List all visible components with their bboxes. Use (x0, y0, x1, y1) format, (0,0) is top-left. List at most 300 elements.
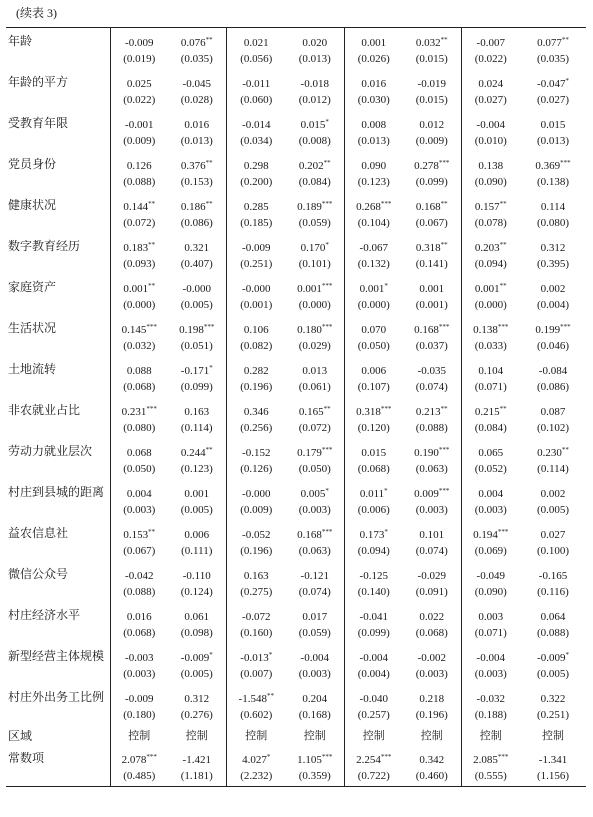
value-cell: 0.027 (540, 529, 566, 541)
variable-name: 微信公众号 (8, 567, 69, 581)
standard-error-cell: (0.027) (461, 90, 520, 110)
value-cell: 0.064 (540, 611, 566, 623)
standard-error-cell: (0.030) (344, 90, 403, 110)
standard-error-cell: (0.034) (226, 131, 286, 151)
value-cell: -0.035 (417, 365, 446, 377)
value-cell: 0.101 (419, 529, 445, 541)
value-cell: 控制 (542, 729, 564, 742)
table-row-se (6, 90, 586, 110)
standard-error-cell: (0.003) (298, 504, 331, 516)
table-row-region (6, 725, 586, 745)
value-cell: 控制 (226, 725, 286, 745)
standard-error-cell: (0.012) (298, 94, 331, 106)
variable-name: 家庭资产 (8, 280, 57, 294)
standard-error-cell: (0.074) (415, 381, 448, 393)
variable-name: 劳动力就业层次 (8, 444, 93, 458)
table-row (6, 151, 586, 172)
table-row-se (6, 254, 586, 274)
value-cell: 0.321 (184, 242, 210, 254)
table-row (6, 356, 586, 377)
standard-error-cell: (0.005) (536, 504, 570, 516)
standard-error-cell: (0.200) (226, 172, 286, 192)
value-cell: 0.163 (184, 406, 210, 418)
standard-error-cell: (0.027) (536, 94, 570, 106)
value-cell: -0.004 (344, 643, 403, 664)
standard-error-cell: (0.114) (537, 463, 569, 475)
standard-error-cell: (0.123) (344, 172, 403, 192)
standard-error-cell: (0.276) (180, 709, 213, 721)
value-cell: 0.138*** (461, 315, 520, 336)
value-cell: 0.020 (302, 37, 328, 49)
value-cell: 0.016 (184, 119, 210, 131)
standard-error-cell: (0.407) (180, 258, 213, 270)
standard-error-cell: (0.099) (344, 623, 403, 643)
value-cell: -0.001 (110, 110, 168, 131)
value-cell: 0.017 (302, 611, 328, 623)
standard-error-cell: (0.067) (110, 541, 168, 561)
value-cell: 0.025 (110, 69, 168, 90)
standard-error-cell: (0.099) (180, 381, 213, 393)
value-cell: 0.001 (184, 488, 210, 500)
standard-error-cell: (0.003) (110, 664, 168, 684)
standard-error-cell: (0.005) (180, 668, 213, 680)
value-cell: -0.152 (226, 438, 286, 459)
standard-error-cell: (0.000) (298, 299, 331, 311)
variable-name (6, 664, 110, 684)
standard-error-cell: (0.074) (298, 586, 331, 598)
standard-error-cell: (0.251) (536, 709, 570, 721)
value-cell: 0.009*** (414, 487, 450, 500)
value-cell: 0.180*** (297, 323, 333, 336)
standard-error-cell: (1.156) (536, 770, 570, 782)
variable-name: 受教育年限 (8, 116, 69, 130)
value-cell: -0.171* (180, 364, 213, 377)
standard-error-cell: (0.555) (461, 766, 520, 787)
standard-error-cell: (0.088) (536, 627, 570, 639)
variable-name (6, 172, 110, 192)
standard-error-cell: (0.063) (298, 545, 331, 557)
standard-error-cell: (0.019) (110, 49, 168, 69)
value-cell: 0.157** (461, 192, 520, 213)
value-cell: 0.016 (110, 602, 168, 623)
standard-error-cell: (0.000) (461, 295, 520, 315)
variable-name: 常数项 (8, 751, 45, 765)
standard-error-cell: (0.003) (415, 668, 448, 680)
standard-error-cell: (0.395) (536, 258, 570, 270)
value-cell: 0.011* (344, 479, 403, 500)
standard-error-cell: (0.005) (536, 668, 570, 680)
standard-error-cell: (0.168) (298, 709, 331, 721)
value-cell: -0.004 (300, 652, 329, 664)
value-cell: 0.168*** (414, 323, 450, 336)
value-cell: 0.070 (344, 315, 403, 336)
standard-error-cell: (0.068) (110, 623, 168, 643)
value-cell: -0.018 (300, 78, 329, 90)
value-cell: 0.114 (540, 201, 566, 213)
variable-name: 生活状况 (8, 321, 57, 335)
value-cell: 0.002 (540, 488, 566, 500)
standard-error-cell: (0.257) (344, 705, 403, 725)
variable-name: 村庄外出务工比例 (8, 690, 105, 704)
value-cell: 0.318** (415, 241, 448, 254)
standard-error-cell: (0.026) (344, 49, 403, 69)
variable-name: 党员身份 (8, 157, 57, 171)
standard-error-cell: (0.068) (110, 377, 168, 397)
value-cell: 0.194*** (461, 520, 520, 541)
variable-name (6, 254, 110, 274)
variable-name: 健康状况 (8, 198, 57, 212)
value-cell: 0.106 (226, 315, 286, 336)
standard-error-cell: (0.050) (298, 463, 331, 475)
table-row-constant-se (6, 766, 586, 787)
standard-error-cell: (0.094) (461, 254, 520, 274)
value-cell: 0.168** (415, 200, 448, 213)
standard-error-cell: (0.015) (415, 53, 448, 65)
value-cell: 0.016 (344, 69, 403, 90)
variable-name: 土地流转 (8, 362, 57, 376)
value-cell: -0.004 (461, 110, 520, 131)
table-row-se (6, 541, 586, 561)
table-row (6, 643, 586, 664)
value-cell: 0.104 (461, 356, 520, 377)
standard-error-cell: (0.035) (536, 53, 570, 65)
value-cell: 0.005* (300, 487, 329, 500)
value-cell: -0.009 (110, 28, 168, 50)
standard-error-cell: (0.069) (461, 541, 520, 561)
value-cell: 2.078*** (110, 745, 168, 766)
variable-name: 非农就业占比 (8, 403, 81, 417)
standard-error-cell: (2.232) (226, 766, 286, 787)
value-cell: -1.548** (226, 684, 286, 705)
standard-error-cell: (0.052) (461, 459, 520, 479)
standard-error-cell: (0.000) (344, 295, 403, 315)
value-cell: 0.189*** (297, 200, 333, 213)
standard-error-cell: (0.005) (180, 504, 213, 516)
value-cell: 0.153** (110, 520, 168, 541)
table-row (6, 233, 586, 254)
standard-error-cell: (0.111) (181, 545, 213, 557)
value-cell: -0.000 (226, 479, 286, 500)
standard-error-cell: (0.086) (180, 217, 213, 229)
variable-name: 年龄 (8, 34, 33, 48)
table-row-se (6, 459, 586, 479)
standard-error-cell: (0.722) (344, 766, 403, 787)
standard-error-cell: (0.180) (110, 705, 168, 725)
value-cell: 0.165** (298, 405, 331, 418)
value-cell: 0.312 (540, 242, 566, 254)
standard-error-cell: (0.091) (415, 586, 448, 598)
value-cell: 0.144** (110, 192, 168, 213)
standard-error-cell: (0.153) (180, 176, 213, 188)
value-cell: 0.198*** (179, 323, 215, 336)
value-cell: -0.009 (226, 233, 286, 254)
standard-error-cell: (0.003) (415, 504, 448, 516)
table-body (6, 28, 586, 787)
variable-name (6, 705, 110, 725)
table-row-se (6, 377, 586, 397)
standard-error-cell: (0.078) (461, 213, 520, 233)
value-cell: 1.105*** (297, 753, 333, 766)
table-row-se (6, 582, 586, 602)
standard-error-cell: (0.071) (461, 623, 520, 643)
standard-error-cell: (0.485) (110, 766, 168, 787)
variable-name (6, 623, 110, 643)
value-cell: 0.186** (180, 200, 213, 213)
value-cell: -0.009* (180, 651, 213, 664)
standard-error-cell: (0.056) (226, 49, 286, 69)
standard-error-cell: (0.116) (537, 586, 569, 598)
standard-error-cell: (0.098) (180, 627, 213, 639)
standard-error-cell: (0.029) (298, 340, 331, 352)
standard-error-cell: (0.028) (180, 94, 213, 106)
standard-error-cell: (0.093) (110, 254, 168, 274)
value-cell: -0.007 (461, 28, 520, 50)
value-cell: 0.190*** (414, 446, 450, 459)
value-cell: 0.230** (537, 446, 569, 459)
value-cell: 0.346 (226, 397, 286, 418)
table-row (6, 69, 586, 90)
value-cell: -0.014 (226, 110, 286, 131)
value-cell: 2.085*** (461, 745, 520, 766)
standard-error-cell: (0.114) (180, 422, 213, 434)
variable-name: 年龄的平方 (8, 75, 69, 89)
value-cell: 控制 (461, 725, 520, 745)
standard-error-cell: (0.009) (110, 131, 168, 151)
value-cell: 0.088 (110, 356, 168, 377)
value-cell: 控制 (344, 725, 403, 745)
standard-error-cell: (0.009) (415, 135, 448, 147)
value-cell: 0.213** (415, 405, 448, 418)
value-cell: 0.001*** (297, 282, 333, 295)
variable-name (6, 500, 110, 520)
standard-error-cell: (0.099) (415, 176, 448, 188)
standard-error-cell: (0.004) (536, 299, 570, 311)
standard-error-cell: (0.460) (415, 770, 448, 782)
value-cell: 0.065 (461, 438, 520, 459)
value-cell: 0.278*** (414, 159, 450, 172)
value-cell: 0.376** (180, 159, 213, 172)
standard-error-cell: (0.088) (110, 582, 168, 602)
standard-error-cell: (0.090) (461, 582, 520, 602)
value-cell: 0.006 (184, 529, 210, 541)
table-row-se (6, 500, 586, 520)
standard-error-cell: (0.003) (461, 664, 520, 684)
standard-error-cell: (0.006) (344, 500, 403, 520)
value-cell: 0.076** (180, 36, 213, 49)
table-row-se (6, 336, 586, 356)
table-row (6, 397, 586, 418)
value-cell: 0.006 (344, 356, 403, 377)
standard-error-cell: (0.104) (344, 213, 403, 233)
value-cell: 0.202** (298, 159, 331, 172)
standard-error-cell: (0.256) (226, 418, 286, 438)
variable-name (6, 131, 110, 151)
value-cell: -0.165 (538, 570, 568, 582)
standard-error-cell: (0.071) (461, 377, 520, 397)
value-cell: 0.203** (461, 233, 520, 254)
standard-error-cell: (0.101) (298, 258, 331, 270)
value-cell: 0.215** (461, 397, 520, 418)
variable-name (6, 582, 110, 602)
variable-name: 村庄到县城的距离 (8, 485, 105, 499)
table-row (6, 28, 586, 50)
standard-error-cell: (0.138) (536, 176, 570, 188)
standard-error-cell: (0.050) (344, 336, 403, 356)
table-row-constant (6, 745, 586, 766)
value-cell: 0.173* (344, 520, 403, 541)
variable-name (6, 336, 110, 356)
value-cell: -0.009* (537, 651, 569, 664)
variable-name (6, 377, 110, 397)
value-cell: -0.002 (417, 652, 446, 664)
standard-error-cell: (0.033) (461, 336, 520, 356)
standard-error-cell: (0.009) (226, 500, 286, 520)
standard-error-cell: (0.275) (226, 582, 286, 602)
value-cell: 0.015 (540, 119, 566, 131)
table-row (6, 274, 586, 295)
variable-name: 区域 (8, 728, 33, 743)
table-row (6, 561, 586, 582)
regression-table (6, 27, 586, 787)
value-cell: 0.170* (300, 241, 329, 254)
value-cell: -0.013* (226, 643, 286, 664)
standard-error-cell: (0.061) (298, 381, 331, 393)
standard-error-cell: (0.188) (461, 705, 520, 725)
value-cell: 0.312 (184, 693, 210, 705)
value-cell: -0.049 (461, 561, 520, 582)
standard-error-cell: (0.035) (180, 53, 213, 65)
standard-error-cell: (0.160) (226, 623, 286, 643)
value-cell: 控制 (420, 729, 443, 742)
standard-error-cell: (0.015) (415, 94, 448, 106)
value-cell: 0.298 (226, 151, 286, 172)
value-cell: 控制 (303, 729, 326, 742)
standard-error-cell: (0.107) (344, 377, 403, 397)
standard-error-cell: (0.132) (344, 254, 403, 274)
value-cell: -0.110 (182, 570, 211, 582)
standard-error-cell: (0.602) (226, 705, 286, 725)
standard-error-cell: (0.000) (110, 295, 168, 315)
value-cell: 0.021 (226, 28, 286, 50)
standard-error-cell: (0.072) (298, 422, 331, 434)
variable-name: 益农信息社 (8, 526, 69, 540)
standard-error-cell: (0.013) (298, 53, 331, 65)
value-cell: -0.072 (226, 602, 286, 623)
value-cell: 2.254*** (344, 745, 403, 766)
value-cell: 0.145*** (110, 315, 168, 336)
standard-error-cell: (0.120) (344, 418, 403, 438)
table-row-se (6, 295, 586, 315)
value-cell: 0.024 (461, 69, 520, 90)
standard-error-cell: (0.022) (461, 49, 520, 69)
value-cell: 0.218 (419, 693, 445, 705)
value-cell: 0.168*** (297, 528, 333, 541)
value-cell: -0.009 (110, 684, 168, 705)
value-cell: 0.002 (540, 283, 566, 295)
standard-error-cell: (0.059) (298, 627, 331, 639)
standard-error-cell: (0.008) (298, 135, 331, 147)
value-cell: 0.068 (110, 438, 168, 459)
value-cell: -0.032 (461, 684, 520, 705)
value-cell: 0.285 (226, 192, 286, 213)
value-cell: 0.001** (110, 274, 168, 295)
value-cell: -0.125 (344, 561, 403, 582)
standard-error-cell: (0.072) (110, 213, 168, 233)
table-row (6, 438, 586, 459)
standard-error-cell: (0.059) (298, 217, 331, 229)
standard-error-cell: (0.013) (536, 135, 570, 147)
value-cell: -0.000 (182, 283, 211, 295)
standard-error-cell: (0.140) (344, 582, 403, 602)
value-cell: 0.204 (302, 693, 328, 705)
variable-name (6, 295, 110, 315)
value-cell: 0.001** (461, 274, 520, 295)
standard-error-cell: (0.060) (226, 90, 286, 110)
value-cell: 0.322 (540, 693, 566, 705)
variable-name (6, 459, 110, 479)
standard-error-cell: (0.005) (180, 299, 213, 311)
standard-error-cell: (0.013) (344, 131, 403, 151)
standard-error-cell: (0.001) (226, 295, 286, 315)
variable-name: 新型经营主体规模 (8, 649, 105, 663)
value-cell: 0.179*** (297, 446, 333, 459)
value-cell: 0.008 (344, 110, 403, 131)
standard-error-cell: (0.124) (180, 586, 213, 598)
standard-error-cell: (0.196) (226, 377, 286, 397)
value-cell: -0.052 (226, 520, 286, 541)
value-cell: 0.032** (415, 36, 448, 49)
standard-error-cell: (0.251) (226, 254, 286, 274)
standard-error-cell: (0.196) (415, 709, 448, 721)
table-row (6, 315, 586, 336)
table-caption: (续表 3) (16, 6, 57, 20)
value-cell: 0.013 (302, 365, 328, 377)
standard-error-cell: (0.084) (298, 176, 331, 188)
variable-name (6, 766, 110, 787)
variable-name (6, 418, 110, 438)
value-cell: 0.004 (461, 479, 520, 500)
standard-error-cell: (0.094) (344, 541, 403, 561)
value-cell: 4.027* (226, 745, 286, 766)
value-cell: -0.084 (538, 365, 568, 377)
table-row (6, 110, 586, 131)
value-cell: 0.163 (226, 561, 286, 582)
standard-error-cell: (0.007) (226, 664, 286, 684)
value-cell: 0.012 (419, 119, 445, 131)
standard-error-cell: (0.100) (536, 545, 570, 557)
standard-error-cell: (0.022) (110, 90, 168, 110)
value-cell: 0.003 (461, 602, 520, 623)
standard-error-cell: (0.084) (461, 418, 520, 438)
variable-name (6, 541, 110, 561)
table-row (6, 479, 586, 500)
value-cell: -0.041 (344, 602, 403, 623)
table-row-se (6, 213, 586, 233)
variable-name: 村庄经济水平 (8, 608, 81, 622)
variable-name: 数字教育经历 (8, 239, 81, 253)
value-cell: 0.231*** (110, 397, 168, 418)
value-cell: 0.318*** (344, 397, 403, 418)
standard-error-cell: (1.181) (180, 770, 213, 782)
value-cell: 0.244** (180, 446, 213, 459)
variable-name (6, 90, 110, 110)
variable-name (6, 49, 110, 69)
table-row-se (6, 172, 586, 192)
table-row-se (6, 49, 586, 69)
standard-error-cell: (0.196) (226, 541, 286, 561)
variable-name (6, 213, 110, 233)
standard-error-cell: (0.090) (461, 172, 520, 192)
